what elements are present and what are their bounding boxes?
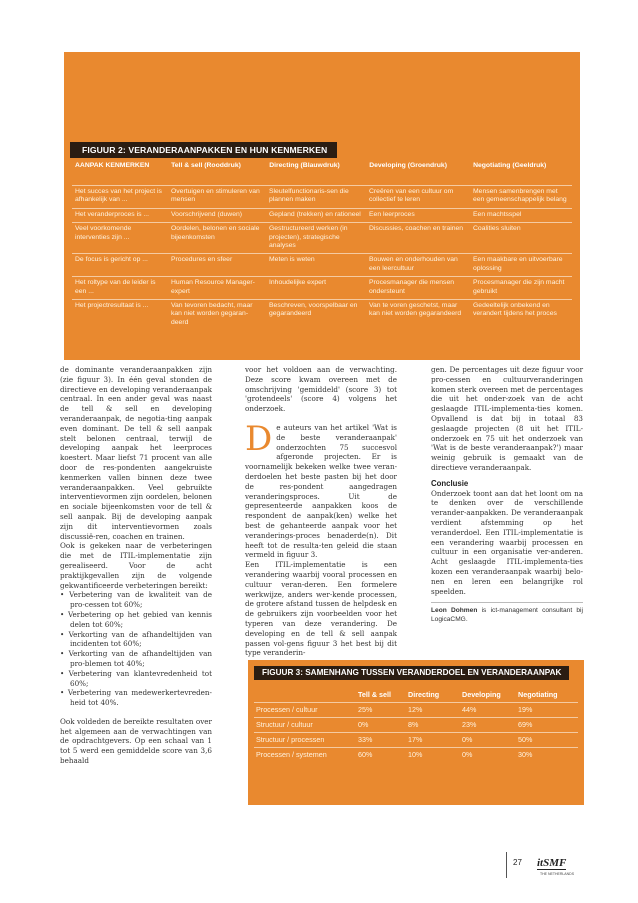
table-cell: 50% [518, 735, 533, 744]
table-cell: Procedures en sfeer [171, 256, 233, 264]
table-cell: Het succes van het project is afhankelijk van ... [75, 188, 162, 204]
table-cell: Voorschrijvend (duwen) [171, 210, 243, 218]
figure-3-table [254, 688, 578, 762]
table-row [254, 747, 578, 762]
header-cell: AANPAK KENMERKEN [75, 162, 150, 169]
bullet-item: • Verbetering op het gebied van kennis delen tot 60%; [60, 609, 212, 629]
bullet-item: • Verkorting van de afhandeltijden van pro-blemen tot 40%; [60, 649, 212, 668]
table-cell: 0% [462, 750, 473, 759]
table-row [72, 276, 572, 299]
paragraph [245, 418, 397, 560]
paragraph: gen. De percentages uit deze figuur voor pro-cessen en cultuurveranderingen komen sterk overeen met de percentages die uit het onder-zoek van de acht geslaagde ITIL-implementa-ties komen. Opvallend is dat bij in totaal 83 geslaagde projecten (8 uit het ITIL-onderzoek en 75 uit het onderzoek van 'Wat is de beste veranderaanpak?') maar weinig gebruik is gemaakt van de directieve veranderaanpak. [431, 365, 583, 472]
table-row [72, 222, 572, 253]
paragraph-text: e auteurs van het artikel 'Wat is de beste veranderaanpak' onderzochten 75 succesvol afgeronde projecten. Er is voornamelijk bekeken welke twee veran-derdoelen het beste pasten bij het door de res-pondent aangedragen veranderingsproces. Uit de gepresenteerde aanpakken koos de respondent de aanpak(ken) welke het best de gehanteerde aanpak voor het veranderings-proces benaderde(n). Dit heeft tot de resulta-ten geleid die staan vermeld in figuur 3. [245, 422, 397, 560]
table-cell: Een maakbare en uitvoerbare oplossing [473, 256, 563, 272]
table-cell: Het veranderproces is ... [75, 210, 150, 218]
table-row [254, 717, 578, 732]
bullet-item: • Verbetering van klantevredenheid tot 60%; [60, 668, 212, 688]
figure-2-panel [64, 52, 580, 360]
table-cell: 33% [358, 735, 373, 744]
table-cell: Gepland (trekken) en rationeel [269, 210, 361, 218]
table-cell: Inhoudelijke expert [269, 279, 327, 287]
table-row [72, 299, 572, 330]
paragraph: voor het voldoen aan de verwachting. Deze score kwam overeen met de omschrijving 'gemiddeld' (score 3) tot 'grotendeels' (score 4) volgens het onderzoek. [245, 365, 397, 414]
figure-3-panel [248, 660, 584, 805]
table-cell: Structuur / cultuur [256, 720, 313, 729]
table-cell: Processen / cultuur [256, 705, 318, 714]
header-cell: Tell & sell [358, 690, 392, 699]
table-cell: Meten is weten [269, 256, 315, 264]
table-cell: Gedeeltelijk onbekend en verandert tijdens het proces [473, 302, 557, 318]
table-cell: 0% [358, 720, 369, 729]
table-row [254, 702, 578, 717]
page-number: 27 [513, 858, 522, 867]
text-column-3 [431, 365, 583, 625]
text-column-1 [60, 365, 212, 766]
figure-2-table [72, 162, 572, 330]
table-cell: Van tevoren bedacht, maar kan niet worden gegaran-deerd [171, 302, 253, 326]
table-cell: Gestructureerd werken (in projecten), strategische analyses [269, 225, 348, 250]
table-cell: Veel voorkomende interventies zijn ... [75, 225, 132, 241]
table-cell: Procesmanager die zijn macht gebruikt [473, 279, 565, 295]
bullet-item: • Verbetering van de kwaliteit van de pro-cessen tot 60%; [60, 590, 212, 610]
table-cell: 69% [518, 720, 533, 729]
header-cell [254, 688, 358, 702]
table-cell: Het projectresultaat is ... [75, 302, 149, 310]
table-cell: Sleutelfunctionaris-sen die plannen maken [269, 188, 349, 204]
table-cell: Creëren van een cultuur om collectief te leren [369, 188, 454, 204]
table-cell: Bouwen en onderhouden van een leercultuur [369, 256, 458, 272]
table-cell: Human Resource Manager-expert [171, 279, 255, 295]
paragraph: Ook is gekeken naar de verbeteringen die met de ITIL-implementatie zijn gerealiseerd. Voor de acht praktijkgevallen zijn de volgende gekwantificeerde verbeteringen bereikt: [60, 541, 212, 590]
bullet-item: • Verbetering van medewerkertevreden-heid tot 40%. [60, 688, 212, 708]
table-cell: Oordelen, belonen en sociale bijeenkomsten [171, 225, 260, 241]
table-row [72, 208, 572, 222]
table-cell: 60% [358, 750, 373, 759]
table-cell: Coalities sluiten [473, 225, 521, 233]
table-cell: Processen / systemen [256, 750, 327, 759]
table-cell: 19% [518, 705, 533, 714]
header-cell: Tell & sell (Rooddruk) [171, 162, 241, 169]
table-cell: 30% [518, 750, 533, 759]
drop-cap: D [245, 418, 273, 459]
header-cell: Developing [462, 690, 501, 699]
table-cell: Discussies, coachen en trainen [369, 225, 464, 233]
table-cell: Een leerproces [369, 210, 415, 218]
table-cell: Het roltype van de leider is een ... [75, 279, 156, 295]
paragraph: Ook voldeden de bereikte resultaten over het algemeen aan de verwachtingen van de opdrachtgevers. Op een schaal van 1 tot 5 werd een gemiddelde score van 3,6 behaald [60, 716, 212, 766]
author-description: is ict-management consultant bij LogicaCMG. [431, 607, 583, 624]
header-cell: Directing (Blauwdruk) [269, 162, 340, 169]
header-cell: Directing [408, 690, 440, 699]
table-cell: 12% [408, 705, 423, 714]
paragraph: Onderzoek toont aan dat het loont om na te denken over de verschillende verander-aanpakken. De veranderaanpak verdient afstemming op het veranderdoel. Een ITIL-implementatie is een verandering waarbij processen en cultuur in een organisatie ver-anderen. Acht geslaagde ITIL-implementa-ties kozen een veranderaanpak waarbij belo-nen en leren een belangrijke rol speelden. [431, 488, 583, 596]
table-cell: 8% [408, 720, 419, 729]
bullet-item: • Verkorting van de afhandeltijden van incidenten tot 60%; [60, 629, 212, 649]
table-cell: Overtuigen en stimuleren van mensen [171, 188, 260, 204]
table-cell: 0% [462, 735, 473, 744]
table-cell: Beschreven, voorspelbaar en gegarandeerd [269, 302, 358, 318]
figure-2-header-row [72, 162, 572, 185]
table-cell: De focus is gericht op ... [75, 256, 148, 264]
paragraph: de dominante veranderaanpakken zijn (zie figuur 3). In één geval stonden de directieve en developing veranderaanpak centraal. In een ander geval was naast de tell & sell en developing veranderaanpak, de negotia-ting aanpak even dominant. De tell & sell aanpak stelt belonen centraal, terwijl de developing aanpak het leerproces koestert. Maar liefst 71 procent van alle door de res-pondenten aangekruiste kenmerken vallen binnen deze twee veranderaanpakken. Veel gebruikte interventievormen zijn oordelen, belonen en sociale bijeenkomsten voor de tell & sell aanpak. Bij de developing aanpak zijn dit interventievormen zoals discussië-ren, coachen en trainen. [60, 365, 212, 541]
section-heading: Conclusie [431, 478, 469, 488]
table-cell: 10% [408, 750, 423, 759]
header-cell: Negotiating [518, 690, 558, 699]
table-row [72, 185, 572, 208]
table-cell: 17% [408, 735, 423, 744]
table-cell: 25% [358, 705, 373, 714]
header-cell: Negotiating (Geeldruk) [473, 162, 547, 169]
table-cell: Een machtsspel [473, 210, 522, 218]
text-column-2 [245, 365, 397, 658]
header-cell: Developing (Groendruk) [369, 162, 447, 169]
figure-3-title: FIGUUR 3: SAMENHANG TUSSEN VERANDERDOEL EN VERANDERAANPAK [254, 666, 569, 680]
table-cell: Structuur / processen [256, 735, 325, 744]
footer-divider [506, 852, 507, 878]
logo-subtitle: THE NETHERLANDS [540, 872, 575, 876]
table-cell: Mensen samenbrengen met een gemeenschappelijk belang [473, 188, 567, 204]
table-cell: 23% [462, 720, 477, 729]
table-cell: Procesmanager die mensen ondersteunt [369, 279, 455, 295]
figure-3-header-row [254, 688, 578, 702]
figure-2-title: FIGUUR 2: VERANDERAANPAKKEN EN HUN KENMERKEN [70, 142, 337, 158]
author-name: Leon Dohmen [431, 607, 478, 615]
table-row [72, 253, 572, 276]
table-cell: Van te voren geschetst, maar kan niet worden gegarandeerd [369, 302, 462, 318]
author-note [431, 602, 583, 625]
table-row [254, 732, 578, 747]
table-cell: 44% [462, 705, 477, 714]
itsmf-logo: itSMF [537, 857, 567, 869]
paragraph: Een ITIL-implementatie is een verandering waarbij vooral processen en cultuur veran-deren. Een formelere werkwijze, anders wer-kende processen, de grotere afstand tussen de helpdesk en de gebruikers zijn voorbeelden voor het typeren van deze verandering. De developing en de tell & sell aanpak passen vol-gens figuur 3 het best bij dit type veranderin- [245, 560, 397, 658]
